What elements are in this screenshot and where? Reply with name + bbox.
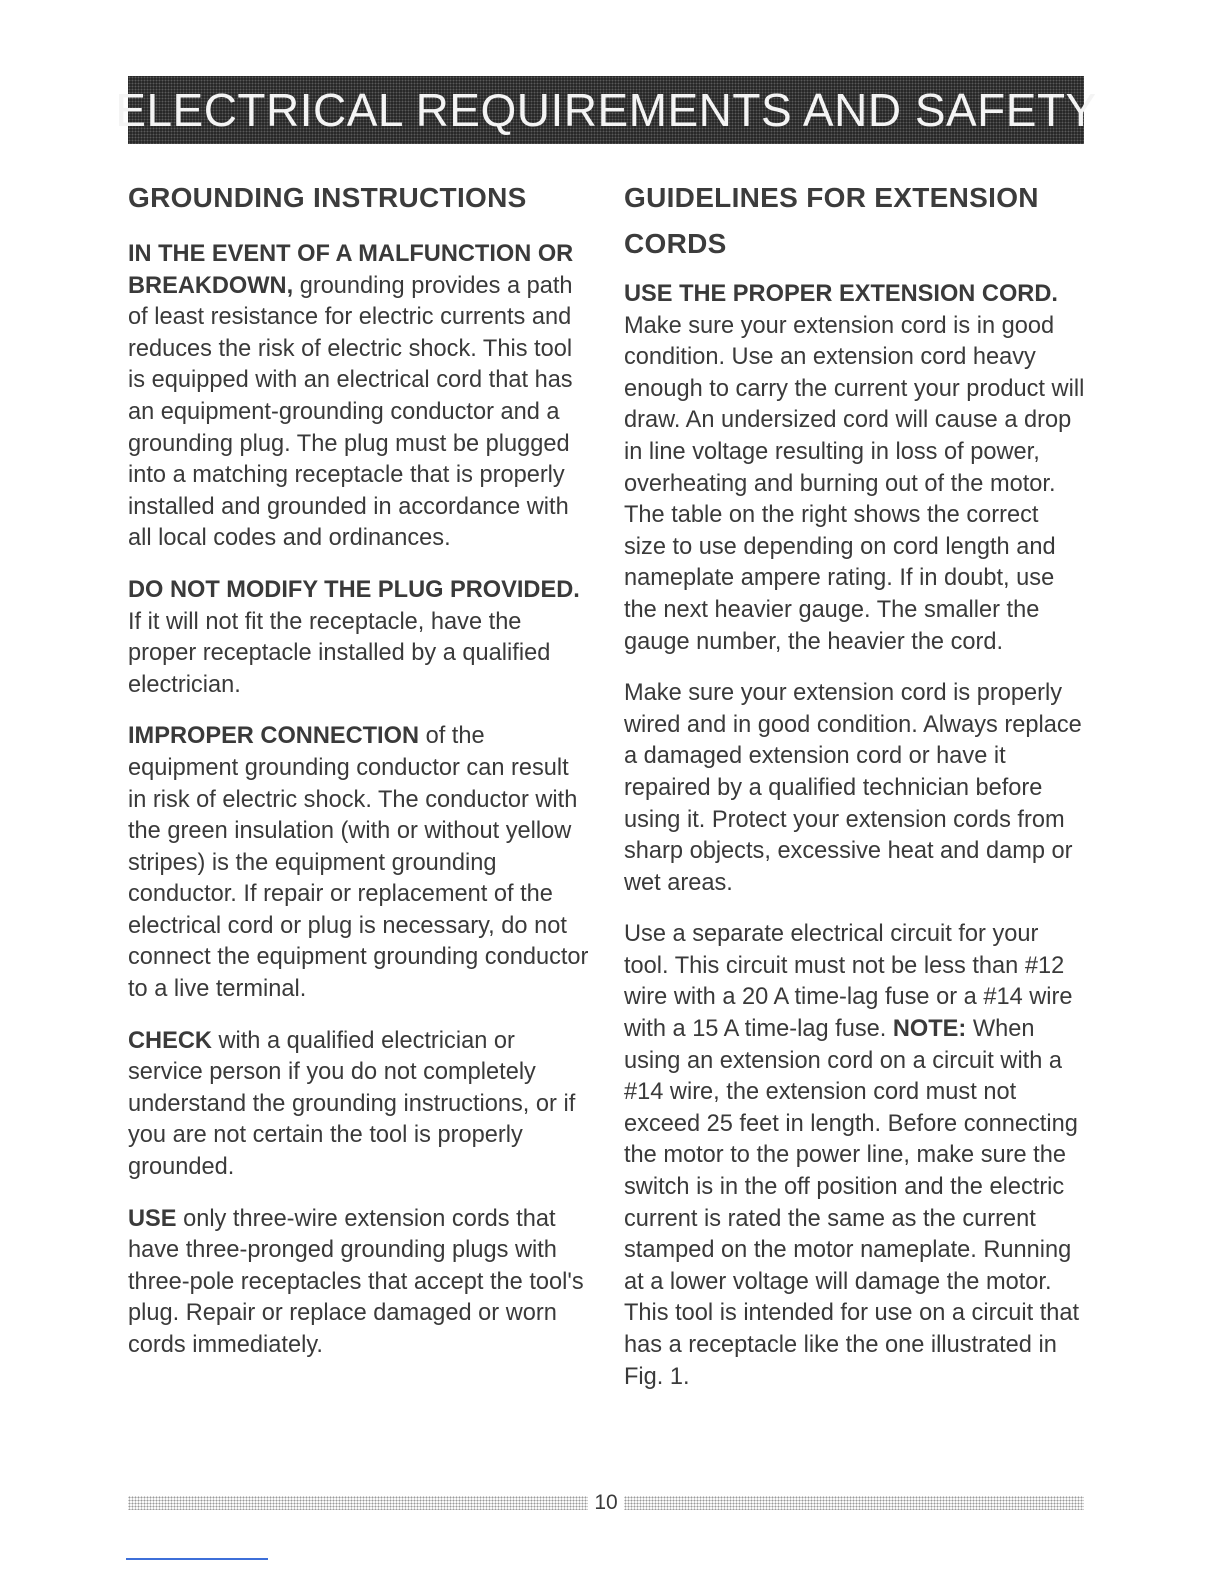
page-number: 10 [594, 1491, 618, 1514]
malfunction-paragraph [128, 239, 590, 555]
extension-cords-heading: GUIDELINES FOR EXTENSION CORDS [624, 182, 1039, 259]
banner-title: ELECTRICAL REQUIREMENTS AND SAFETY [115, 84, 1097, 136]
paragraph-lead: DO NOT MODIFY THE PLUG PROVIDED. [128, 576, 580, 603]
use-cords-paragraph [128, 1204, 590, 1362]
paragraph-text: If it will not fit the receptacle, have the proper receptacle installed by a qualified electrician. [128, 608, 551, 698]
paragraph-lead: CHECK [128, 1027, 212, 1054]
extension-cords-column [624, 175, 1086, 1413]
paragraph-lead: IMPROPER CONNECTION [128, 723, 420, 750]
proper-cord-paragraph [624, 279, 1086, 658]
check-paragraph [128, 1026, 590, 1184]
paragraph-lead: USE THE PROPER EXTENSION CORD. [624, 281, 1058, 307]
grounding-heading: GROUNDING INSTRUCTIONS [128, 182, 527, 213]
section-banner [115, 76, 1097, 144]
paragraph-text: When using an extension cord on a circuit with a #14 wire, the extension cord must not exceed 25 feet in length. Before connecting the motor to the power line, make sure the switch is in the off position and the electric current is rated the same as the current stamped on the motor nameplate. Running at a lower voltage will damage the motor. This tool is intended for use on a circuit that has a receptacle like the one illustrated in Fig. 1. [624, 1016, 1080, 1390]
modify-plug-paragraph [128, 575, 590, 701]
paragraph-lead: USE [128, 1205, 177, 1232]
separate-circuit-paragraph [624, 919, 1086, 1393]
paragraph-text: of the equipment grounding conductor can result in risk of electric shock. The conductor with the green insulation (with or without yellow stripes) is the equipment grounding conductor. If repair or replacement of the electrical cord or plug is necessary, do not connect the equipment grounding conductor to a live terminal. [128, 723, 589, 1003]
footer-rule-right [624, 1496, 1084, 1510]
improper-connection-paragraph [128, 721, 590, 1005]
wired-condition-paragraph: Make sure your extension cord is properly wired and in good condition. Always replace a damaged extension cord or have it repaired by a qualified technician before using it. Protect your extension cords from sharp objects, excessive heat and damp or wet areas. [624, 680, 1082, 896]
paragraph-lead: IN THE EVENT OF A MALFUNCTION OR BREAKDOWN, [128, 241, 574, 299]
paragraph-text: with a qualified electrician or service person if you do not completely understand the grounding instructions, or if you are not certain the tool is properly grounded. [128, 1027, 576, 1181]
paragraph-text: only three-wire extension cords that have three-pronged grounding plugs with three-pole receptacles that accept the tool's plug. Repair or replace damaged or worn cords immediately. [128, 1205, 584, 1358]
footer-rule-left [128, 1496, 588, 1510]
bottom-divider [126, 1558, 268, 1560]
note-label: NOTE: [892, 1016, 967, 1043]
paragraph-text: grounding provides a path of least resistance for electric currents and reduces the risk of electric shock. This tool is equipped with an electrical cord that has an equipment-grounding conductor and a grounding plug. The plug must be plugged into a matching receptacle that is properly installed and grounded in accordance with all local codes and ordinances. [128, 272, 573, 552]
paragraph-text: Make sure your extension cord is in good condition. Use an extension cord heavy enough to carry the current your product will draw. An undersized cord will cause a drop in line voltage resulting in loss of power, overheating and burning out of the motor. The table on the right shows the correct size to use depending on cord length and nameplate ampere rating. If in doubt, use the next heavier gauge. The smaller the gauge number, the heavier the cord. [624, 312, 1085, 655]
paragraph-text: Use a separate electrical circuit for your tool. This circuit must not be less than #12 wire with a 20 A time-lag fuse or a #14 wire with a 15 A time-lag fuse. [624, 921, 1073, 1043]
grounding-column [128, 175, 590, 1382]
